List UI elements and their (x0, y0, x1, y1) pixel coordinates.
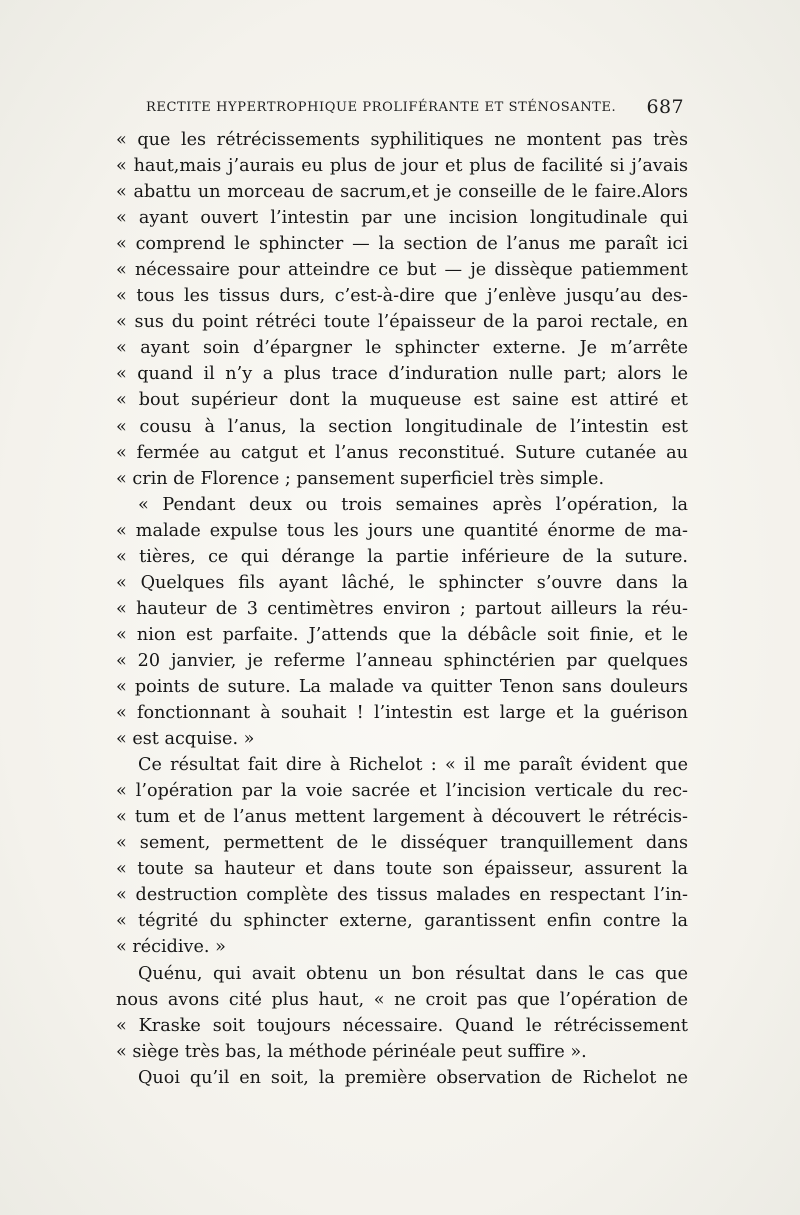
text-line: « est acquise. » (116, 729, 255, 750)
text-line: « bout supérieur dont la muqueuse est saine est attiré et (116, 390, 688, 411)
text-line: « hauteur de 3 centimètres environ ; partout ailleurs la réu- (116, 598, 688, 619)
page-number: 687 (646, 96, 684, 118)
text-line: « malade expulse tous les jours une quantité énorme de ma- (116, 520, 688, 541)
running-head (146, 96, 684, 120)
text-line: « cousu à l’anus, la section longitudinale de l’intestin est (116, 416, 688, 437)
text-line: « ayant soin d’épargner le sphincter externe. Je m’arrête (116, 338, 688, 359)
text-line: « crin de Florence ; pansement superficiel très simple. (116, 468, 605, 489)
text-line: « que les rétrécissements syphilitiques ne montent pas très (116, 130, 688, 150)
text-line: « tum et de l’anus mettent largement à découvert le rétrécis- (116, 807, 688, 828)
text-line: Quoi qu’il en soit, la première observation de Richelot ne (138, 1067, 688, 1088)
body-text (116, 127, 688, 1091)
text-line: « tous les tissus durs, c’est-à-dire que j’enlève jusqu’au des- (116, 286, 688, 307)
text-line: nous avons cité plus haut, « ne croit pas que l’opération de (116, 989, 688, 1010)
text-line: Ce résultat fait dire à Richelot : « il me paraît évident que (138, 755, 688, 776)
text-line: « Pendant deux ou trois semaines après l’opération, la (138, 494, 688, 515)
text-line: « ayant ouvert l’intestin par une incision longitudinale qui (116, 208, 688, 229)
text-line: « récidive. » (116, 937, 226, 958)
text-line: « sement, permettent de le disséquer tranquillement dans (116, 833, 688, 854)
running-title: RECTITE HYPERTROPHIQUE PROLIFÉRANTE ET STÉNOSANTE. (146, 100, 617, 115)
text-line: « siège très bas, la méthode périnéale peut suffire ». (116, 1041, 587, 1062)
text-line: « Quelques fils ayant lâché, le sphincter s’ouvre dans la (116, 572, 688, 593)
text-line: « fermée au catgut et l’anus reconstitué. Suture cutanée au (116, 442, 688, 463)
text-line: « l’opération par la voie sacrée et l’incision verticale du rec- (116, 781, 688, 802)
text-line: Quénu, qui avait obtenu un bon résultat dans le cas que (138, 963, 688, 984)
text-line: « nécessaire pour atteindre ce but — je dissèque patiemment (116, 260, 688, 281)
text-line: « points de suture. La malade va quitter Tenon sans douleurs (116, 676, 688, 697)
text-line: « toute sa hauteur et dans toute son épaisseur, assurent la (116, 859, 688, 880)
text-line: « 20 janvier, je referme l’anneau sphinctérien par quelques (116, 650, 688, 671)
text-line: « quand il n’y a plus trace d’induration nulle part; alors le (116, 364, 688, 385)
text-line: « sus du point rétréci toute l’épaisseur de la paroi rectale, en (116, 312, 688, 333)
text-line: « destruction complète des tissus malades en respectant l’in- (116, 885, 688, 906)
text-line: « nion est parfaite. J’attends que la débâcle soit finie, et le (116, 624, 688, 645)
text-line: « haut,mais j’aurais eu plus de jour et plus de facilité si j’avais (116, 156, 688, 177)
text-line: « comprend le sphincter — la section de l’anus me paraît ici (116, 234, 688, 255)
text-line: « tégrité du sphincter externe, garantissent enfin contre la (116, 911, 688, 932)
text-line: « abattu un morceau de sacrum,et je conseille de le faire.Alors (116, 182, 688, 203)
text-line: « tières, ce qui dérange la partie inférieure de la suture. (116, 546, 688, 567)
text-line: « fonctionnant à souhait ! l’intestin est large et la guérison (116, 703, 688, 724)
text-line: « Kraske soit toujours nécessaire. Quand le rétrécissement (116, 1015, 688, 1036)
